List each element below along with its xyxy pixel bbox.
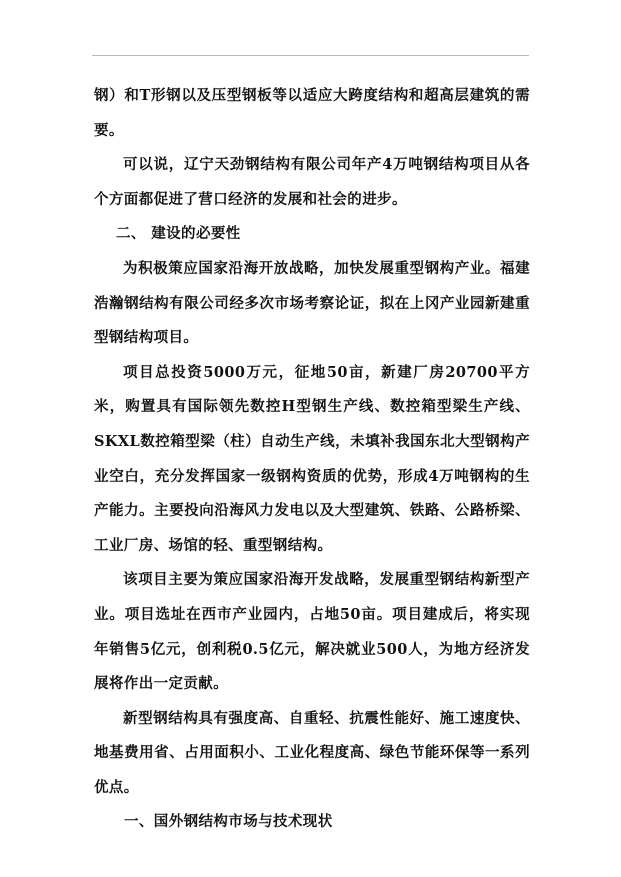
paragraph-continuation: 钢）和T形钢以及压型钢板等以适应大跨度结构和超高层建筑的需要。 — [94, 87, 530, 139]
paragraph-strategy: 为积极策应国家沿海开放战略，加快发展重型钢构产业。福建浩瀚钢结构有限公司经多次市场考察论证，拟在上冈产业园新建重型钢结构项目。 — [94, 259, 530, 347]
document-body — [94, 79, 530, 840]
section-heading-foreign-market: 一、国外钢结构市场与技术现状 — [124, 813, 333, 831]
header-rule — [92, 55, 529, 56]
paragraph-investment: 项目总投资5000万元，征地50亩，新建厂房20700平方米，购置具有国际领先数控H型钢生产线、数控箱型梁生产线、SKXL数控箱型梁（柱）自动生产线，未填补我国东北大型钢构产业空白，充分发挥国家一级钢构资质的优势，形成4万吨钢构的生产能力。主要投向沿海风力发电以及大型建筑、铁路、公路桥梁、工业厂房、场馆的轻、重型钢结构。 — [94, 363, 530, 554]
paragraph-project: 该项目主要为策应国家沿海开发战略，发展重型钢结构新型产业。项目选址在西市产业园内，占地50亩。项目建成后，将实现年销售5亿元，创利税0.5亿元，解决就业500人，为地方经济发展将作出一定贡献。 — [94, 571, 530, 693]
paragraph-summary: 可以说，辽宁天劲钢结构有限公司年产4万吨钢结构项目从各个方面都促进了营口经济的发展和社会的进步。 — [94, 156, 530, 208]
section-heading-necessity: 二、 建设的必要性 — [116, 225, 241, 243]
paragraph-advantages: 新型钢结构具有强度高、自重轻、抗震性能好、施工速度快、地基费用省、占用面积小、工业化程度高、绿色节能环保等一系列优点。 — [94, 709, 530, 796]
